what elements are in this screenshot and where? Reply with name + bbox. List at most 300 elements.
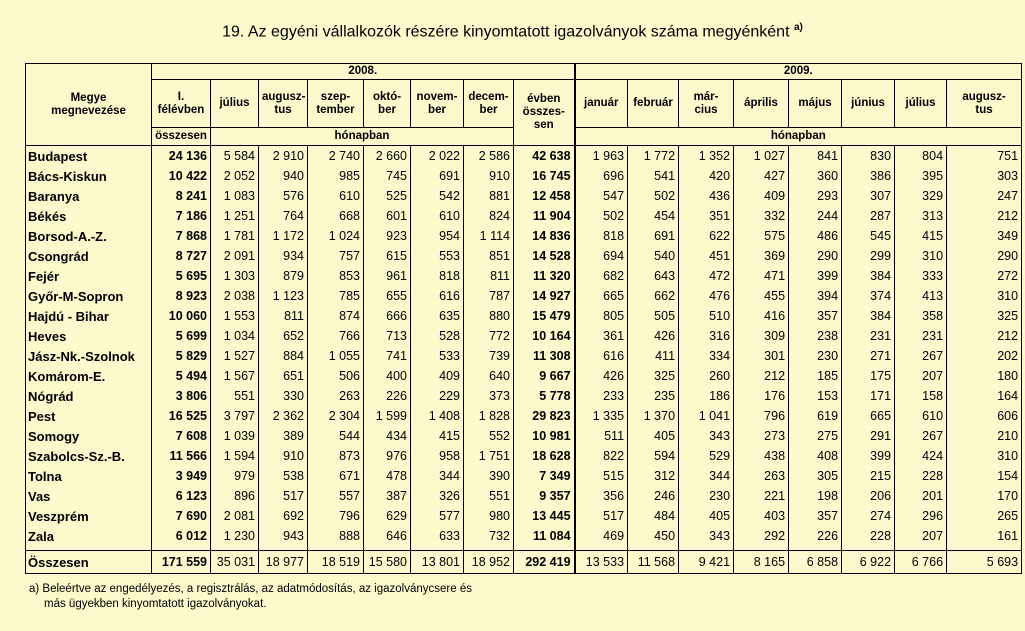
value-cell: 332 bbox=[734, 206, 789, 226]
value-cell: 202 bbox=[947, 346, 1022, 366]
value-cell: 334 bbox=[679, 346, 734, 366]
header-month-2009: május bbox=[789, 80, 842, 128]
value-cell: 934 bbox=[259, 246, 308, 266]
value-cell: 316 bbox=[679, 326, 734, 346]
county-name: Fejér bbox=[26, 266, 152, 286]
value-cell: 610 bbox=[411, 206, 464, 226]
value-cell: 9 667 bbox=[514, 366, 575, 386]
value-cell: 732 bbox=[464, 526, 514, 546]
header-county: Megye megnevezése bbox=[26, 64, 152, 146]
value-cell: 303 bbox=[947, 166, 1022, 186]
value-cell: 910 bbox=[259, 446, 308, 466]
value-cell: 427 bbox=[734, 166, 789, 186]
value-cell: 557 bbox=[308, 486, 364, 506]
value-cell: 35 031 bbox=[211, 551, 259, 574]
value-cell: 13 801 bbox=[411, 551, 464, 574]
value-cell: 694 bbox=[575, 246, 628, 266]
header-honapban-2009: hónapban bbox=[575, 128, 1022, 146]
county-name: Baranya bbox=[26, 186, 152, 206]
value-cell: 6 922 bbox=[842, 551, 895, 574]
value-cell: 8 727 bbox=[152, 246, 211, 266]
value-cell: 235 bbox=[628, 386, 679, 406]
value-cell: 10 164 bbox=[514, 326, 575, 346]
value-cell: 210 bbox=[947, 426, 1022, 446]
value-cell: 409 bbox=[411, 366, 464, 386]
value-cell: 201 bbox=[895, 486, 947, 506]
value-cell: 399 bbox=[789, 266, 842, 286]
value-cell: 2 362 bbox=[259, 406, 308, 426]
value-cell: 3 949 bbox=[152, 466, 211, 486]
value-cell: 528 bbox=[411, 326, 464, 346]
value-cell: 411 bbox=[628, 346, 679, 366]
value-cell: 207 bbox=[895, 526, 947, 546]
value-cell: 24 136 bbox=[152, 146, 211, 167]
value-cell: 333 bbox=[895, 266, 947, 286]
value-cell: 2 052 bbox=[211, 166, 259, 186]
value-cell: 356 bbox=[575, 486, 628, 506]
value-cell: 344 bbox=[411, 466, 464, 486]
value-cell: 373 bbox=[464, 386, 514, 406]
value-cell: 652 bbox=[259, 326, 308, 346]
value-cell: 606 bbox=[947, 406, 1022, 426]
value-cell: 326 bbox=[411, 486, 464, 506]
value-cell: 343 bbox=[679, 426, 734, 446]
value-cell: 351 bbox=[679, 206, 734, 226]
value-cell: 171 559 bbox=[152, 551, 211, 574]
value-cell: 400 bbox=[364, 366, 411, 386]
value-cell: 643 bbox=[628, 266, 679, 286]
value-cell: 451 bbox=[679, 246, 734, 266]
value-cell: 349 bbox=[947, 226, 1022, 246]
footnote bbox=[29, 582, 472, 612]
value-cell: 1 352 bbox=[679, 146, 734, 167]
value-cell: 161 bbox=[947, 526, 1022, 546]
value-cell: 153 bbox=[789, 386, 842, 406]
value-cell: 622 bbox=[679, 226, 734, 246]
value-cell: 787 bbox=[464, 286, 514, 306]
value-cell: 343 bbox=[679, 526, 734, 546]
value-cell: 796 bbox=[734, 406, 789, 426]
value-cell: 472 bbox=[679, 266, 734, 286]
value-cell: 1 527 bbox=[211, 346, 259, 366]
value-cell: 575 bbox=[734, 226, 789, 246]
value-cell: 478 bbox=[364, 466, 411, 486]
value-cell: 985 bbox=[308, 166, 364, 186]
value-cell: 305 bbox=[789, 466, 842, 486]
value-cell: 540 bbox=[628, 246, 679, 266]
value-cell: 668 bbox=[308, 206, 364, 226]
value-cell: 11 904 bbox=[514, 206, 575, 226]
value-cell: 666 bbox=[364, 306, 411, 326]
county-name: Összesen bbox=[26, 551, 152, 574]
table-row bbox=[26, 266, 1022, 286]
value-cell: 267 bbox=[895, 346, 947, 366]
value-cell: 292 419 bbox=[514, 551, 575, 574]
header-year-2009: 2009. bbox=[575, 64, 1022, 80]
value-cell: 409 bbox=[734, 186, 789, 206]
county-name: Győr-M-Sopron bbox=[26, 286, 152, 306]
header-month-2008: szep- tember bbox=[308, 80, 364, 128]
value-cell: 841 bbox=[789, 146, 842, 167]
value-cell: 884 bbox=[259, 346, 308, 366]
value-cell: 961 bbox=[364, 266, 411, 286]
value-cell: 1 772 bbox=[628, 146, 679, 167]
data-table bbox=[25, 63, 1022, 574]
value-cell: 384 bbox=[842, 266, 895, 286]
value-cell: 1 408 bbox=[411, 406, 464, 426]
value-cell: 1 230 bbox=[211, 526, 259, 546]
table-row bbox=[26, 206, 1022, 226]
value-cell: 11 084 bbox=[514, 526, 575, 546]
value-cell: 3 797 bbox=[211, 406, 259, 426]
value-cell: 1 370 bbox=[628, 406, 679, 426]
county-name: Tolna bbox=[26, 466, 152, 486]
value-cell: 525 bbox=[364, 186, 411, 206]
value-cell: 287 bbox=[842, 206, 895, 226]
value-cell: 5 829 bbox=[152, 346, 211, 366]
county-name: Hajdú - Bihar bbox=[26, 306, 152, 326]
value-cell: 207 bbox=[895, 366, 947, 386]
table-row bbox=[26, 426, 1022, 446]
value-cell: 18 952 bbox=[464, 551, 514, 574]
value-cell: 619 bbox=[789, 406, 842, 426]
value-cell: 818 bbox=[411, 266, 464, 286]
value-cell: 273 bbox=[734, 426, 789, 446]
value-cell: 185 bbox=[789, 366, 842, 386]
value-cell: 1 039 bbox=[211, 426, 259, 446]
value-cell: 309 bbox=[734, 326, 789, 346]
value-cell: 515 bbox=[575, 466, 628, 486]
value-cell: 424 bbox=[895, 446, 947, 466]
value-cell: 403 bbox=[734, 506, 789, 526]
value-cell: 665 bbox=[842, 406, 895, 426]
value-cell: 979 bbox=[211, 466, 259, 486]
table-row bbox=[26, 486, 1022, 506]
table-row bbox=[26, 446, 1022, 466]
value-cell: 662 bbox=[628, 286, 679, 306]
value-cell: 357 bbox=[789, 306, 842, 326]
value-cell: 785 bbox=[308, 286, 364, 306]
table-row bbox=[26, 186, 1022, 206]
value-cell: 1 594 bbox=[211, 446, 259, 466]
value-cell: 310 bbox=[947, 446, 1022, 466]
value-cell: 405 bbox=[679, 506, 734, 526]
value-cell: 1 024 bbox=[308, 226, 364, 246]
value-cell: 330 bbox=[259, 386, 308, 406]
county-name: Somogy bbox=[26, 426, 152, 446]
value-cell: 164 bbox=[947, 386, 1022, 406]
value-cell: 14 836 bbox=[514, 226, 575, 246]
value-cell: 655 bbox=[364, 286, 411, 306]
value-cell: 301 bbox=[734, 346, 789, 366]
value-cell: 344 bbox=[679, 466, 734, 486]
value-cell: 450 bbox=[628, 526, 679, 546]
table-row bbox=[26, 346, 1022, 366]
table-row bbox=[26, 526, 1022, 546]
value-cell: 818 bbox=[575, 226, 628, 246]
header-honapban-2008: hónapban bbox=[211, 128, 514, 146]
header-annual: évben összes- sen bbox=[514, 80, 575, 146]
value-cell: 386 bbox=[842, 166, 895, 186]
value-cell: 228 bbox=[895, 466, 947, 486]
value-cell: 2 091 bbox=[211, 246, 259, 266]
value-cell: 389 bbox=[259, 426, 308, 446]
value-cell: 764 bbox=[259, 206, 308, 226]
header-month-2009: február bbox=[628, 80, 679, 128]
value-cell: 394 bbox=[789, 286, 842, 306]
footnote-line-2: más ügyekben kinyomtatott igazolványokat. bbox=[44, 598, 267, 610]
header-month-2009: augusz- tus bbox=[947, 80, 1022, 128]
value-cell: 18 519 bbox=[308, 551, 364, 574]
value-cell: 811 bbox=[259, 306, 308, 326]
header-year-2008: 2008. bbox=[152, 64, 575, 80]
value-cell: 387 bbox=[364, 486, 411, 506]
value-cell: 874 bbox=[308, 306, 364, 326]
value-cell: 1 599 bbox=[364, 406, 411, 426]
value-cell: 954 bbox=[411, 226, 464, 246]
value-cell: 325 bbox=[628, 366, 679, 386]
value-cell: 824 bbox=[464, 206, 514, 226]
value-cell: 212 bbox=[947, 326, 1022, 346]
value-cell: 274 bbox=[842, 506, 895, 526]
table-row bbox=[26, 166, 1022, 186]
value-cell: 880 bbox=[464, 306, 514, 326]
value-cell: 2 304 bbox=[308, 406, 364, 426]
value-cell: 198 bbox=[789, 486, 842, 506]
value-cell: 486 bbox=[789, 226, 842, 246]
value-cell: 267 bbox=[895, 426, 947, 446]
value-cell: 438 bbox=[734, 446, 789, 466]
value-cell: 238 bbox=[789, 326, 842, 346]
county-name: Borsod-A.-Z. bbox=[26, 226, 152, 246]
value-cell: 757 bbox=[308, 246, 364, 266]
value-cell: 517 bbox=[259, 486, 308, 506]
value-cell: 671 bbox=[308, 466, 364, 486]
value-cell: 7 186 bbox=[152, 206, 211, 226]
header-h1: I. félévben bbox=[152, 80, 211, 128]
value-cell: 879 bbox=[259, 266, 308, 286]
value-cell: 426 bbox=[575, 366, 628, 386]
county-name: Békés bbox=[26, 206, 152, 226]
table-row bbox=[26, 226, 1022, 246]
value-cell: 1 553 bbox=[211, 306, 259, 326]
value-cell: 310 bbox=[947, 286, 1022, 306]
value-cell: 405 bbox=[628, 426, 679, 446]
value-cell: 5 778 bbox=[514, 386, 575, 406]
value-cell: 313 bbox=[895, 206, 947, 226]
value-cell: 1 114 bbox=[464, 226, 514, 246]
value-cell: 923 bbox=[364, 226, 411, 246]
value-cell: 739 bbox=[464, 346, 514, 366]
value-cell: 691 bbox=[628, 226, 679, 246]
value-cell: 533 bbox=[411, 346, 464, 366]
value-cell: 275 bbox=[789, 426, 842, 446]
value-cell: 231 bbox=[895, 326, 947, 346]
value-cell: 6 123 bbox=[152, 486, 211, 506]
value-cell: 616 bbox=[411, 286, 464, 306]
value-cell: 260 bbox=[679, 366, 734, 386]
value-cell: 830 bbox=[842, 146, 895, 167]
value-cell: 552 bbox=[464, 426, 514, 446]
value-cell: 5 584 bbox=[211, 146, 259, 167]
value-cell: 369 bbox=[734, 246, 789, 266]
value-cell: 1 303 bbox=[211, 266, 259, 286]
value-cell: 244 bbox=[789, 206, 842, 226]
value-cell: 14 528 bbox=[514, 246, 575, 266]
value-cell: 171 bbox=[842, 386, 895, 406]
value-cell: 547 bbox=[575, 186, 628, 206]
value-cell: 910 bbox=[464, 166, 514, 186]
value-cell: 420 bbox=[679, 166, 734, 186]
value-cell: 158 bbox=[895, 386, 947, 406]
value-cell: 691 bbox=[411, 166, 464, 186]
value-cell: 646 bbox=[364, 526, 411, 546]
value-cell: 395 bbox=[895, 166, 947, 186]
value-cell: 9 357 bbox=[514, 486, 575, 506]
table-row bbox=[26, 306, 1022, 326]
value-cell: 1 041 bbox=[679, 406, 734, 426]
header-month-2009: július bbox=[895, 80, 947, 128]
value-cell: 1 172 bbox=[259, 226, 308, 246]
value-cell: 374 bbox=[842, 286, 895, 306]
value-cell: 640 bbox=[464, 366, 514, 386]
footnote-line-1: a) Beleértve az engedélyezés, a regisztrálás, az adatmódosítás, az igazolványcsere és bbox=[29, 583, 472, 595]
value-cell: 980 bbox=[464, 506, 514, 526]
value-cell: 325 bbox=[947, 306, 1022, 326]
value-cell: 7 349 bbox=[514, 466, 575, 486]
value-cell: 502 bbox=[575, 206, 628, 226]
value-cell: 2 081 bbox=[211, 506, 259, 526]
value-cell: 263 bbox=[734, 466, 789, 486]
value-cell: 940 bbox=[259, 166, 308, 186]
value-cell: 290 bbox=[947, 246, 1022, 266]
value-cell: 2 910 bbox=[259, 146, 308, 167]
value-cell: 415 bbox=[895, 226, 947, 246]
value-cell: 265 bbox=[947, 506, 1022, 526]
table-row bbox=[26, 146, 1022, 167]
value-cell: 7 608 bbox=[152, 426, 211, 446]
county-name: Zala bbox=[26, 526, 152, 546]
value-cell: 517 bbox=[575, 506, 628, 526]
value-cell: 5 699 bbox=[152, 326, 211, 346]
value-cell: 436 bbox=[679, 186, 734, 206]
header-h1-sub: összesen bbox=[152, 128, 211, 146]
value-cell: 635 bbox=[411, 306, 464, 326]
value-cell: 1 123 bbox=[259, 286, 308, 306]
value-cell: 12 458 bbox=[514, 186, 575, 206]
value-cell: 551 bbox=[211, 386, 259, 406]
value-cell: 186 bbox=[679, 386, 734, 406]
value-cell: 577 bbox=[411, 506, 464, 526]
value-cell: 888 bbox=[308, 526, 364, 546]
value-cell: 601 bbox=[364, 206, 411, 226]
value-cell: 1 567 bbox=[211, 366, 259, 386]
value-cell: 541 bbox=[628, 166, 679, 186]
value-cell: 811 bbox=[464, 266, 514, 286]
value-cell: 881 bbox=[464, 186, 514, 206]
county-name: Jász-Nk.-Szolnok bbox=[26, 346, 152, 366]
value-cell: 1 251 bbox=[211, 206, 259, 226]
value-cell: 212 bbox=[734, 366, 789, 386]
value-cell: 511 bbox=[575, 426, 628, 446]
value-cell: 10 422 bbox=[152, 166, 211, 186]
header-month-2008: július bbox=[211, 80, 259, 128]
header-month-2009: április bbox=[734, 80, 789, 128]
value-cell: 576 bbox=[259, 186, 308, 206]
value-cell: 696 bbox=[575, 166, 628, 186]
value-cell: 616 bbox=[575, 346, 628, 366]
value-cell: 272 bbox=[947, 266, 1022, 286]
value-cell: 5 695 bbox=[152, 266, 211, 286]
value-cell: 170 bbox=[947, 486, 1022, 506]
value-cell: 312 bbox=[628, 466, 679, 486]
value-cell: 14 927 bbox=[514, 286, 575, 306]
value-cell: 741 bbox=[364, 346, 411, 366]
value-cell: 751 bbox=[947, 146, 1022, 167]
value-cell: 1 055 bbox=[308, 346, 364, 366]
value-cell: 226 bbox=[789, 526, 842, 546]
value-cell: 175 bbox=[842, 366, 895, 386]
value-cell: 290 bbox=[789, 246, 842, 266]
value-cell: 5 494 bbox=[152, 366, 211, 386]
value-cell: 1 963 bbox=[575, 146, 628, 167]
county-name: Csongrád bbox=[26, 246, 152, 266]
value-cell: 8 923 bbox=[152, 286, 211, 306]
value-cell: 360 bbox=[789, 166, 842, 186]
value-cell: 230 bbox=[789, 346, 842, 366]
value-cell: 976 bbox=[364, 446, 411, 466]
table-row bbox=[26, 386, 1022, 406]
value-cell: 476 bbox=[679, 286, 734, 306]
county-name: Budapest bbox=[26, 146, 152, 167]
value-cell: 713 bbox=[364, 326, 411, 346]
value-cell: 180 bbox=[947, 366, 1022, 386]
value-cell: 615 bbox=[364, 246, 411, 266]
value-cell: 610 bbox=[308, 186, 364, 206]
value-cell: 796 bbox=[308, 506, 364, 526]
value-cell: 15 479 bbox=[514, 306, 575, 326]
value-cell: 215 bbox=[842, 466, 895, 486]
table-row bbox=[26, 406, 1022, 426]
value-cell: 408 bbox=[789, 446, 842, 466]
county-name: Nógrád bbox=[26, 386, 152, 406]
county-name: Heves bbox=[26, 326, 152, 346]
value-cell: 1 083 bbox=[211, 186, 259, 206]
value-cell: 233 bbox=[575, 386, 628, 406]
header-month-2008: októ- ber bbox=[364, 80, 411, 128]
value-cell: 873 bbox=[308, 446, 364, 466]
value-cell: 1 034 bbox=[211, 326, 259, 346]
value-cell: 226 bbox=[364, 386, 411, 406]
value-cell: 2 038 bbox=[211, 286, 259, 306]
value-cell: 9 421 bbox=[679, 551, 734, 574]
value-cell: 176 bbox=[734, 386, 789, 406]
header-month-2008: novem- ber bbox=[411, 80, 464, 128]
value-cell: 804 bbox=[895, 146, 947, 167]
county-name: Vas bbox=[26, 486, 152, 506]
value-cell: 399 bbox=[842, 446, 895, 466]
value-cell: 263 bbox=[308, 386, 364, 406]
value-cell: 5 693 bbox=[947, 551, 1022, 574]
value-cell: 292 bbox=[734, 526, 789, 546]
value-cell: 1 027 bbox=[734, 146, 789, 167]
value-cell: 851 bbox=[464, 246, 514, 266]
value-cell: 594 bbox=[628, 446, 679, 466]
value-cell: 6 858 bbox=[789, 551, 842, 574]
value-cell: 271 bbox=[842, 346, 895, 366]
county-name: Veszprém bbox=[26, 506, 152, 526]
value-cell: 7 868 bbox=[152, 226, 211, 246]
